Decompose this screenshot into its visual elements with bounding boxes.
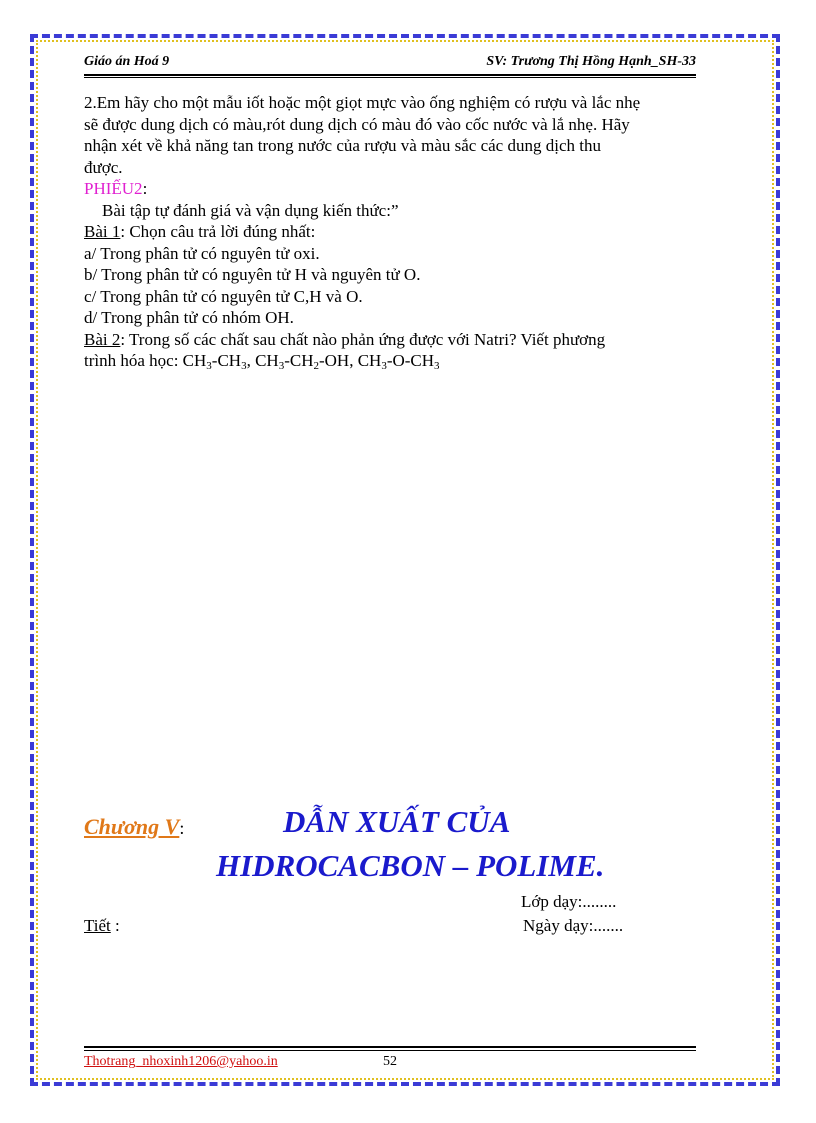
class-taught: Lớp dạy:........ [521, 892, 617, 911]
option-d: d/ Trong phân tử có nhóm OH. [84, 308, 294, 327]
paragraph-line: sẽ được dung dịch có màu,rót dung dịch có màu đó vào cốc nước và lắ nhẹ. Hãy [84, 114, 630, 134]
option-c: c/ Trong phân tử có nguyên tử C,H và O. [84, 286, 363, 306]
footer-email-link[interactable]: Thotrang_nhoxinh1206@yahoo.in [84, 1054, 278, 1069]
formula-ethanol: $CH_3-CH_2-OH$ [255, 351, 350, 372]
exercise-1-text: : Chọn câu trả lời đúng nhất: [120, 222, 316, 241]
exercise-1-label: Bài 1 [84, 222, 121, 241]
formula-dimethyl-ether: $CH_3-O-CH_3$ [357, 351, 440, 372]
worksheet-colon: : [142, 179, 148, 198]
footer-rule [84, 1046, 696, 1051]
exercise-2-text: : Trong số các chất sau chất nào phản ứng được với Natri? Viết phương [120, 329, 606, 349]
header-right: SV: Trương Thị Hồng Hạnh_SH-33 [486, 54, 696, 69]
option-b: b/ Trong phân tử có nguyên tử H và nguyên tử O. [84, 265, 421, 284]
exercise-2-label: Bài 2 [84, 329, 121, 349]
exercise-1 [84, 221, 704, 243]
page-header [84, 52, 696, 74]
exercise-2 [84, 329, 704, 351]
header-left: Giáo án Hoá 9 [84, 54, 170, 69]
formula-ethane: $CH_3-CH_3$ [182, 351, 247, 372]
header-rule [84, 74, 696, 78]
lesson-period: Tiết : [84, 916, 120, 935]
page-number: 52 [383, 1054, 397, 1069]
paragraph-line: được. [84, 157, 123, 177]
paragraph-line: 2.Em hãy cho một mẫu iốt hoặc một giọt mực vào ống nghiệm có rượu và lắc nhẹ [84, 93, 641, 112]
chapter-title-line-1: DẪN XUẤT CỦA [283, 804, 511, 839]
worksheet-heading [84, 178, 704, 200]
date-taught: Ngày dạy:....... [523, 916, 624, 935]
worksheet-label: PHIẾU2 [84, 179, 143, 198]
document-body [84, 92, 704, 372]
chapter-label: Chương V: [84, 814, 185, 839]
exercise-intro: Bài tập tự đánh giá và vận dụng kiến thức:” [102, 200, 399, 220]
paragraph-line: nhận xét về khả năng tan trong nước của rượu và màu sắc các dung dịch thu [84, 136, 601, 155]
option-a: a/ Trong phân tử có nguyên tử oxi. [84, 243, 320, 263]
formula-prefix: trình hóa học: [84, 351, 183, 370]
exercise-2-formulas: trình hóa học: $CH_3-CH_3$, $CH_3-CH_2-OH$, $CH_3-O-CH_3$ [84, 351, 440, 372]
chapter-title-line-2: HIDROCACBON – POLIME. [216, 848, 605, 883]
